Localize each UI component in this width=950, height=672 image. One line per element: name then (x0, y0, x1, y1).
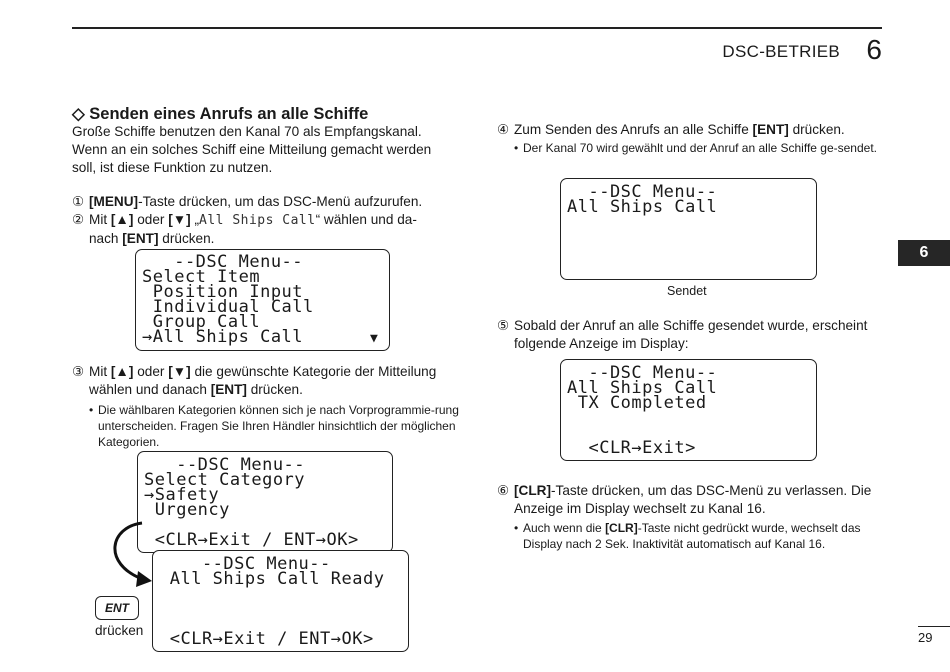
clr-key: [CLR] (514, 483, 551, 498)
lcd-caption: Sendet (667, 284, 707, 298)
step-note: • Der Kanal 70 wird gewählt und der Anruf an alle Schiffe ge-sendet. (514, 140, 891, 156)
step-text: Mit (89, 364, 111, 379)
up-key: [▲] (110, 364, 134, 379)
step-text: „ (190, 212, 200, 227)
lcd-line: --DSC Menu-- (567, 182, 718, 202)
step-text: Mit (89, 212, 111, 227)
step-text: die gewünschte Kategorie der Mitteilung (190, 364, 437, 379)
ent-key-label: [ENT] (122, 231, 159, 246)
lcd-line: Urgency (144, 500, 230, 520)
lcd-all-ships-call-ready (152, 550, 409, 652)
lcd-line: <CLR→Exit / ENT→OK> (159, 629, 374, 649)
lcd-line: Group Call (142, 312, 261, 332)
top-rule (72, 27, 882, 29)
step-1 (72, 193, 462, 211)
step-text: drücken. (246, 382, 303, 397)
step-text: Zum Senden des Anrufs an alle Schiffe (514, 122, 753, 137)
step-2 (72, 211, 462, 248)
page-number: 29 (918, 630, 933, 645)
lcd-sending (560, 178, 817, 280)
lcd-line: Select Item (142, 267, 261, 287)
lcd-line: Select Category (144, 470, 306, 490)
step-4 (497, 121, 887, 156)
step-text: “ wählen und da- (315, 212, 417, 227)
lcd-dsc-menu (135, 249, 390, 351)
step-text: drücken. (788, 122, 845, 137)
lcd-line: →All Ships Call (142, 327, 304, 347)
lcd-line: All Ships Call (567, 378, 718, 398)
step-number: ④ (497, 122, 510, 137)
flow-arrow-icon (100, 515, 160, 590)
lcd-line: --DSC Menu-- (144, 455, 306, 475)
step-number: ① (72, 194, 85, 209)
chapter-number: 6 (866, 34, 882, 65)
step-text: -Taste drücken, um das DSC-Menü aufzurufen. (138, 194, 423, 209)
ent-key-label: [ENT] (752, 122, 789, 137)
step-text: nach (89, 231, 123, 246)
clr-key: [CLR] (605, 521, 638, 535)
lcd-line: --DSC Menu-- (567, 363, 718, 383)
step-text: oder (133, 364, 169, 379)
step-text: -Taste drücken, um das DSC-Menü zu verlassen. Die Anzeige im Display wechselt zu Kanal 16. (514, 483, 872, 516)
step-number: ⑤ (497, 318, 510, 333)
step-text: oder (133, 212, 169, 227)
lcd-line: <CLR→Exit> (567, 438, 696, 458)
lcd-line: --DSC Menu-- (142, 252, 304, 272)
step-text: Sobald der Anruf an alle Schiffe gesendet wurde, erscheint folgende Anzeige im Display: (514, 318, 868, 351)
note-text: -Taste nicht gedrückt wurde, wechselt das Display nach 2 Sek. Inaktivität automatisch auf Kanal 16. (523, 521, 861, 551)
inline-lcd-text: All Ships Call (199, 213, 316, 228)
step-5 (497, 317, 887, 353)
lcd-tx-completed (560, 359, 817, 461)
down-key: [▼] (168, 364, 191, 379)
step-6 (497, 482, 887, 552)
section-heading: ◇ Senden eines Anrufs an alle Schiffe (72, 105, 369, 123)
lcd-select-category (137, 451, 393, 553)
up-key: [▲] (110, 212, 134, 227)
scroll-down-icon: ▼ (370, 331, 379, 346)
step-text: drücken. (158, 231, 215, 246)
chapter-side-tab: 6 (898, 240, 950, 266)
note-text: Auch wenn die (523, 521, 606, 535)
ent-key-icon: ENT (95, 596, 139, 620)
lcd-line: All Ships Call Ready (159, 569, 385, 589)
step-number: ⑥ (497, 483, 510, 498)
step-3 (72, 363, 462, 450)
page-number-rule (918, 626, 950, 627)
step-note (514, 520, 893, 552)
step-number: ② (72, 212, 85, 227)
lcd-line: <CLR→Exit / ENT→OK> (144, 530, 359, 550)
ent-key-label: [ENT] (210, 382, 247, 397)
lcd-line: --DSC Menu-- (159, 554, 331, 574)
lcd-line: Individual Call (142, 297, 314, 317)
menu-key: [MENU] (89, 194, 139, 209)
lcd-line: TX Completed (567, 393, 707, 413)
intro-paragraph: Große Schiffe benutzen den Kanal 70 als Empfangskanal. Wenn an ein solches Schiff eine Mitteilung gemacht werden soll, ist diese Funktion zu nutzen. (72, 124, 432, 175)
lcd-line: Position Input (142, 282, 304, 302)
down-key: [▼] (168, 212, 191, 227)
step-text: wählen und danach (89, 382, 211, 397)
step-number: ③ (72, 364, 85, 379)
lcd-line: →Safety (144, 485, 220, 505)
lcd-line: All Ships Call (567, 197, 718, 217)
chapter-name: DSC-BETRIEB (722, 42, 840, 61)
step-note: • Die wählbaren Kategorien können sich je nach Vorprogrammie-rung unterscheiden. Fragen Sie Ihren Händler hinsichtlich der möglichen Kategorien. (89, 402, 466, 450)
ent-key-caption: drücken (95, 623, 144, 638)
